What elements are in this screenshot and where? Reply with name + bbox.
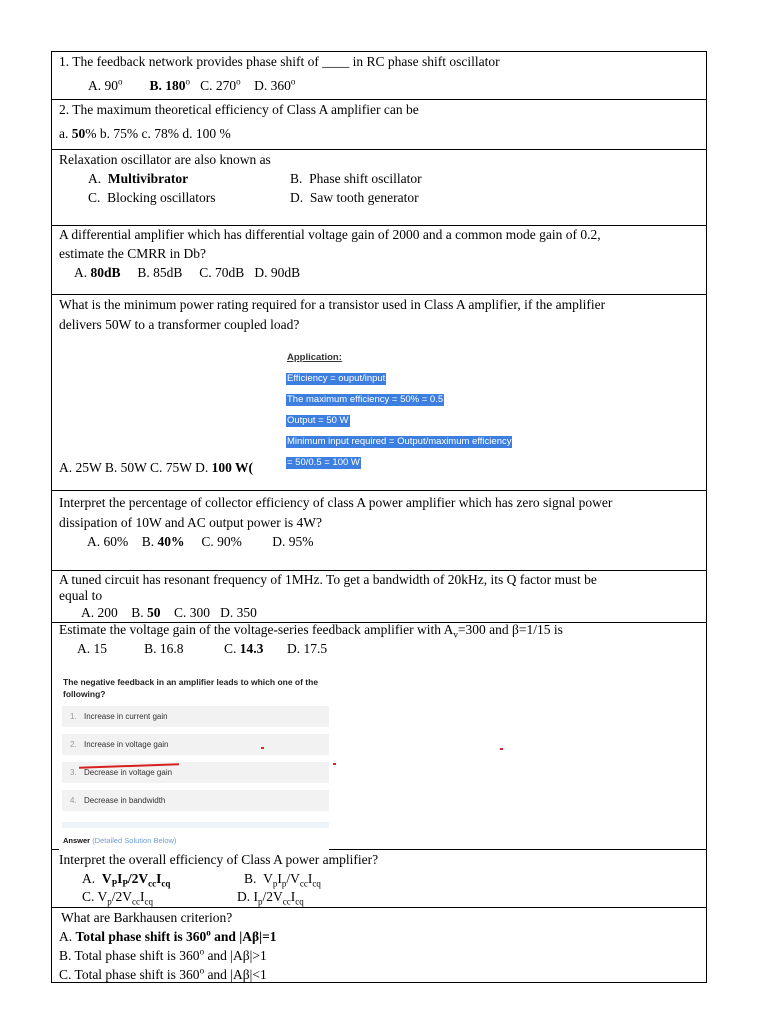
solution-line-1: Efficiency = ouput/input	[287, 373, 386, 384]
red-mark	[261, 747, 264, 749]
quiz-option-2: 2. Increase in voltage gain	[62, 734, 329, 755]
pasted-quiz-image	[59, 672, 329, 850]
q2-stem: 2. The maximum theoretical efficiency of Class A amplifier can be	[59, 102, 419, 117]
q7-options: A. 200 B. 50 C. 300 D. 350	[81, 605, 257, 620]
red-mark	[500, 748, 503, 750]
q9-option-c: C. $V_p/2V_{cc}I_{cq}$	[82, 889, 154, 907]
solution-title: Application:	[287, 352, 342, 363]
question-1	[52, 52, 706, 100]
q9-option-a: A. $V_PI_P/2V_{cc}I_{cq}$	[82, 871, 171, 889]
quiz-option-3: 3. Decrease in voltage gain	[62, 762, 329, 783]
q3-option-d: D. Saw tooth generator	[290, 190, 419, 205]
q10-option-b: B. Total phase shift is 360$^o$ and |Aβ|>1	[59, 946, 267, 963]
q6-line1: Interpret the percentage of collector efficiency of class A power amplifier which has zero signal power	[59, 495, 613, 510]
question-6	[52, 491, 706, 571]
q1-option-c: C. 270$^o$	[200, 76, 241, 93]
q10-option-c: C. Total phase shift is 360$^o$ and |Aβ|<1	[59, 965, 267, 982]
q5-line1: What is the minimum power rating required for a transistor used in Class A amplifier, if the amplifier	[59, 297, 606, 312]
question-sheet	[51, 51, 707, 983]
solution-line-4: Minimum input required = Output/maximum efficiency	[287, 436, 512, 447]
q3-stem: Relaxation oscillator are also known as	[59, 152, 271, 167]
q1-option-d: D. 360$^o$	[254, 76, 296, 93]
quiz-option-4: 4. Decrease in bandwidth	[62, 790, 329, 811]
q9-option-b: B. $V_pI_p/V_{cc}I_{cq}$	[244, 871, 321, 889]
q1-stem: 1. The feedback network provides phase shift of ____ in RC phase shift oscillator	[59, 54, 500, 69]
quiz-option-1: 1. Increase in current gain	[62, 706, 329, 727]
question-2	[52, 100, 706, 150]
q6-line2: dissipation of 10W and AC output power is 4W?	[59, 515, 322, 530]
q1-options	[88, 77, 295, 94]
q7-line2: equal to	[59, 588, 103, 603]
solution-line-3: Output = 50 W	[287, 415, 349, 426]
q8-options: A. 15 B. 16.8 C. 14.3 D. 17.5	[77, 641, 328, 656]
solution-line-2: The maximum efficiency = 50% = 0.5	[287, 394, 444, 405]
q2-options: a. 50% b. 75% c. 78% d. 100 %	[59, 126, 231, 141]
q3-option-a: A. Multivibrator	[88, 171, 189, 186]
question-9	[52, 850, 706, 908]
q3-option-c: C. Blocking oscillators	[88, 190, 216, 205]
q3-option-b: B. Phase shift oscillator	[290, 171, 422, 186]
q5-line2: delivers 50W to a transformer coupled load?	[59, 317, 300, 332]
q7-line1: A tuned circuit has resonant frequency of 1MHz. To get a bandwidth of 20kHz, its Q factor must be	[59, 572, 597, 587]
quiz-divider	[62, 822, 329, 828]
question-4	[52, 226, 706, 295]
quiz-answer: Answer (Detailed Solution Below)	[63, 836, 177, 845]
question-10	[52, 908, 706, 984]
q10-option-a: A. Total phase shift is 360$^o$ and |Aβ|=1	[59, 927, 277, 944]
q4-line2: estimate the CMRR in Db?	[59, 246, 206, 261]
q10-stem: What are Barkhausen criterion?	[61, 910, 233, 925]
q1-option-b: B. 180$^o$	[149, 76, 191, 93]
q9-option-d: D. $I_p/2V_{cc}I_{cq}$	[237, 889, 304, 907]
question-5	[52, 295, 706, 491]
q5-options: A. 25W B. 50W C. 75W D. 100 W(	[59, 460, 254, 475]
question-3	[52, 150, 706, 226]
q6-options: A. 60% B. 40% C. 90% D. 95%	[87, 534, 314, 549]
q9-stem: Interpret the overall efficiency of Class A power amplifier?	[59, 852, 379, 867]
solution-line-5: = 50/0.5 = 100 W	[287, 457, 360, 468]
question-7	[52, 571, 706, 623]
quiz-question: The negative feedback in an amplifier leads to which one of the following?	[63, 677, 319, 699]
q4-options: A. 80dB B. 85dB C. 70dB D. 90dB	[74, 265, 301, 280]
q4-line1: A differential amplifier which has differential voltage gain of 2000 and a common mode gain of 0.2,	[59, 227, 601, 242]
q8-stem: Estimate the voltage gain of the voltage-series feedback amplifier with $A_v=300$ and β=1/15 is	[59, 622, 563, 640]
red-mark	[333, 763, 336, 765]
q1-option-a: A. 90$^o$	[88, 76, 123, 93]
